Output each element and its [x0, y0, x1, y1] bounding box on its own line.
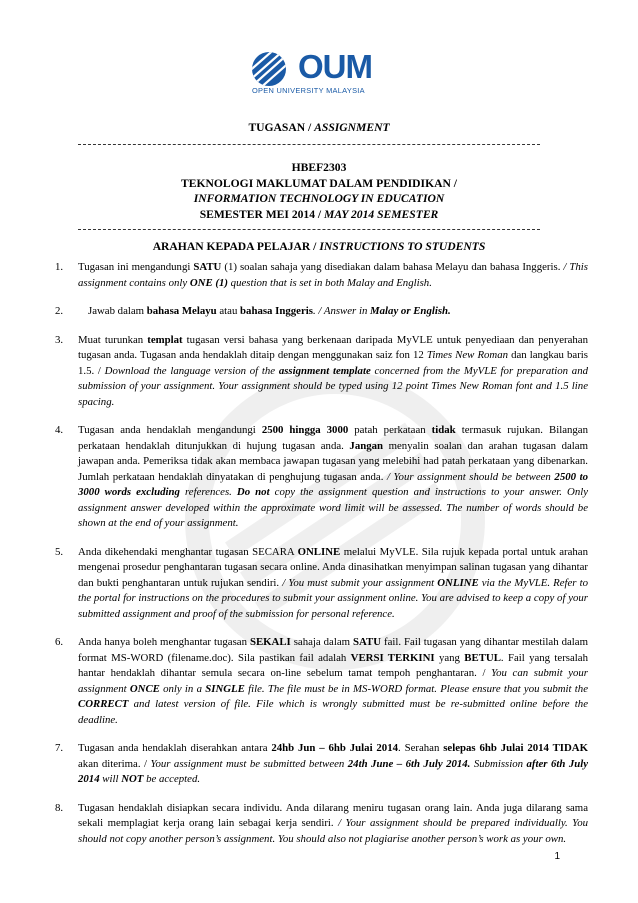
instruction-list — [55, 260, 588, 860]
oum-logo — [250, 50, 390, 94]
list-item: 2. Jawab dalam bahasa Melayu atau bahasa Inggeris. / Answer in Malay or English. — [55, 305, 451, 317]
course-name-malay: TEKNOLOGI MAKLUMAT DALAM PENDIDIKAN / — [181, 176, 457, 190]
list-item: 6. Anda hanya boleh menghantar tugasan SEKALI sahaja dalam SATU fail. Fail tugasan yang dihantar mestilah dalam format MS-WORD (filename.doc). Sila pastikan fail adalah VERSI TERKINI yang BETUL. Fail yang tersalah hantar hendaklah dihantar semula secara on-line sebelum tamat tempoh penghantaran. / You can submit your assignment ONCE only in a SINGLE file. The file must be in MS-WORD format. Please ensure that you submit the CORRECT and latest version of file. File which is wrongly submitted must be re-submitted online before the deadline. — [55, 636, 588, 726]
divider — [78, 144, 540, 145]
page-number: 1 — [554, 851, 560, 862]
divider — [78, 229, 540, 230]
semester: SEMESTER MEI 2014 / MAY 2014 SEMESTER — [199, 207, 439, 221]
course-code: HBEF2303 — [291, 161, 347, 174]
course-block — [0, 160, 638, 222]
list-item: 8. Tugasan hendaklah disiapkan secara individu. Anda dilarang meniru tugasan orang lain. Anda juga dilarang sama sekali memplagiat kerja orang lain sebagai kerja sendiri. / Your assignment should be prepared individually. You should not copy another person’s assignment. You should also not plagiarise another person’s work as your own. — [55, 801, 588, 845]
list-item: 1. Tugasan ini mengandungi SATU (1) soalan sahaja yang disediakan dalam bahasa Melayu dan bahasa Inggeris. / This assignment contains only ONE (1) question that is set in both Malay and English. — [55, 261, 588, 289]
list-item: 7. Tugasan anda hendaklah diserahkan antara 24hb Jun – 6hb Julai 2014. Serahan selepas 6hb Julai 2014 TIDAK akan diterima. / Your assignment must be submitted between 24th June – 6th July 2014. Submission after 6th July 2014 will NOT be accepted. — [55, 742, 589, 785]
list-item: 4. Tugasan anda hendaklah mengandungi 2500 hingga 3000 patah perkataan tidak termasuk rujukan. Bilangan perkataan hendaklah ditunjukkan di hujung tugasan anda. Jangan menyalin soalan dan arahan tugasan dalam jawapan anda. Pemeriksa tidak akan membaca jawapan tugasan yang melebihi had patah perkataan yang dibenarkan. Jumlah perkataan hendaklah dinyatakan di penghujung tugasan anda. / Your assignment should be between 2500 to 3000 words excluding references. Do not copy the assignment question and instructions to your answer. Only assignment answer developed within the approximate word limit will be assessed. The number of words should be shown at the end of your assignment. — [55, 424, 589, 529]
course-name-english: INFORMATION TECHNOLOGY IN EDUCATION — [193, 192, 445, 205]
instructions-heading: ARAHAN KEPADA PELAJAR / INSTRUCTIONS TO STUDENTS — [152, 240, 486, 253]
doc-title: TUGASAN / ASSIGNMENT — [248, 121, 390, 134]
logo-subtitle: OPEN UNIVERSITY MALAYSIA — [252, 86, 365, 95]
list-item: 3. Muat turunkan templat tugasan versi bahasa yang berkenaan daripada MyVLE untuk penyediaan dan penyerahan tugasan anda. Tugasan anda hendaklah ditaip dengan menggunakan saiz fon 12 Times New Roman dan langkau baris 1.5. / Download the language version of the assignment template concerned from the MyVLE for preparation and submission of your assignment. Your assignment should be typed using 12 point Times New Roman font and 1.5 line spacing. — [55, 333, 589, 408]
logo-brand: OUM — [298, 48, 372, 85]
oum-globe-icon — [250, 50, 298, 88]
list-item: 5. Anda dikehendaki menghantar tugasan SECARA ONLINE melalui MyVLE. Sila rujuk kepada portal untuk arahan mengenai prosedur penghantaran tugasan secara online. Anda dinasihatkan menyimpan salinan tugasan yang dihantar dan bukti penghantaran untuk rujukan sendiri. / You must submit your assignment ONLINE via the MyVLE. Refer to the portal for instructions on the procedures to submit your assignment online. You are advised to keep a copy of your submitted assignment and proof of the submission for personal reference. — [55, 545, 589, 620]
